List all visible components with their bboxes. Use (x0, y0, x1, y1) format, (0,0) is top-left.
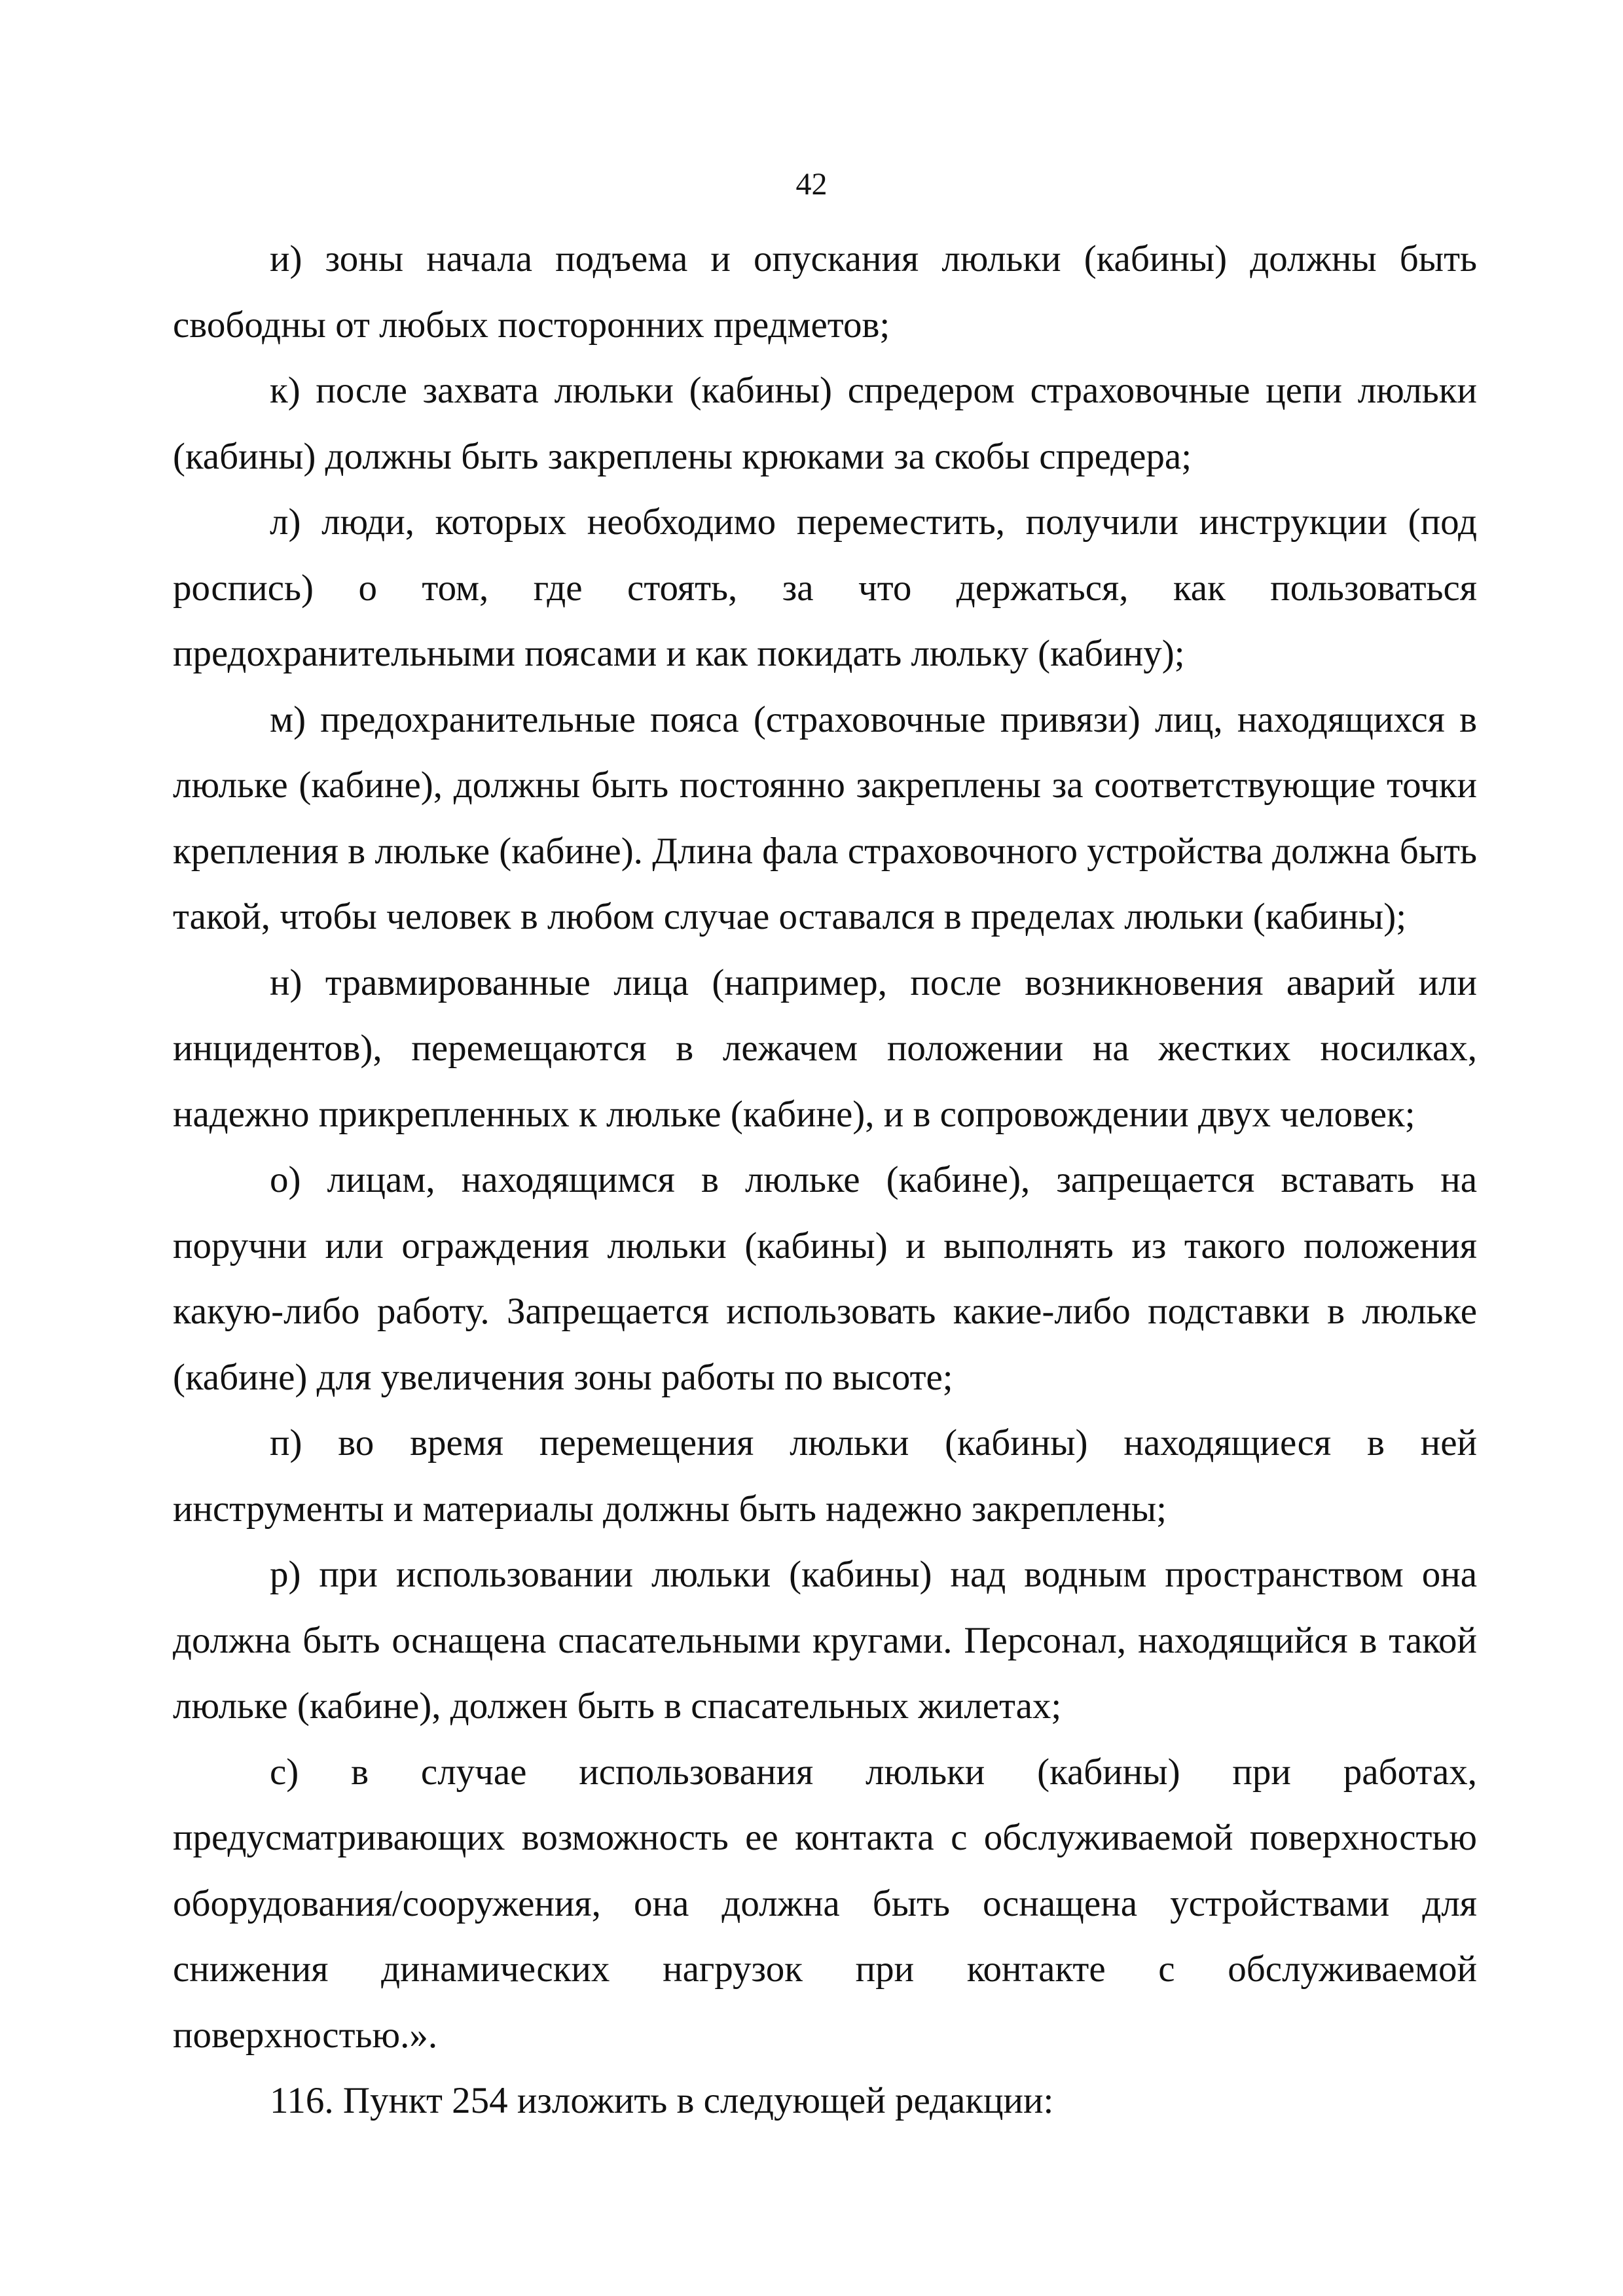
paragraph-k: к) после захвата люльки (кабины) спредером страховочные цепи люльки (кабины) должны быть закреплены крюками за скобы спредера; (173, 370, 1477, 477)
document-body (173, 226, 1477, 2134)
paragraph-p: п) во время перемещения люльки (кабины) находящиеся в ней инструменты и материалы должны быть надежно закреплены; (173, 1422, 1477, 1530)
paragraph-o: о) лицам, находящимся в люльке (кабине), запрещается вставать на поручни или ограждения люльки (кабины) и выполнять из такого положения какую-либо работу. Запрещается использовать какие-либо подставки в люльке (кабине) для увеличения зоны работы по высоте; (173, 1159, 1477, 1398)
paragraph-s: с) в случае использования люльки (кабины) при работах, предусматривающих возможность ее контакта с обслуживаемой поверхностью оборудования/сооружения, она должна быть оснащена устройствами для снижения динамических нагрузок при контакте с обслуживаемой поверхностью.». (173, 1751, 1477, 2056)
paragraph-n: н) травмированные лица (например, после возникновения аварий или инцидентов), перемещаются в лежачем положении на жестких носилках, надежно прикрепленных к люльке (кабине), и в сопровождении двух человек; (173, 961, 1477, 1135)
page-number: 42 (795, 167, 828, 202)
paragraph-i: и) зоны начала подъема и опускания люльки (кабины) должны быть свободны от любых посторонних предметов; (173, 238, 1477, 346)
paragraph-item-116: 116. Пункт 254 изложить в следующей редакции: (270, 2080, 1054, 2121)
paragraph-r: р) при использовании люльки (кабины) над водным пространством она должна быть оснащена спасательными кругами. Персонал, находящийся в такой люльке (кабине), должен быть в спасательных жилетах; (173, 1554, 1477, 1727)
paragraph-m: м) предохранительные пояса (страховочные привязи) лиц, находящихся в люльке (кабине), должны быть постоянно закреплены за соответствующие точки крепления в люльке (кабине). Длина фала страховочного устройства должна быть такой, чтобы человек в любом случае оставался в пределах люльки (кабины); (173, 698, 1477, 937)
paragraph-l: л) люди, которых необходимо переместить, получили инструкции (под роспись) о том, где стоять, за что держаться, как пользоваться предохранительными поясами и как покидать люльку (кабину); (173, 501, 1477, 674)
